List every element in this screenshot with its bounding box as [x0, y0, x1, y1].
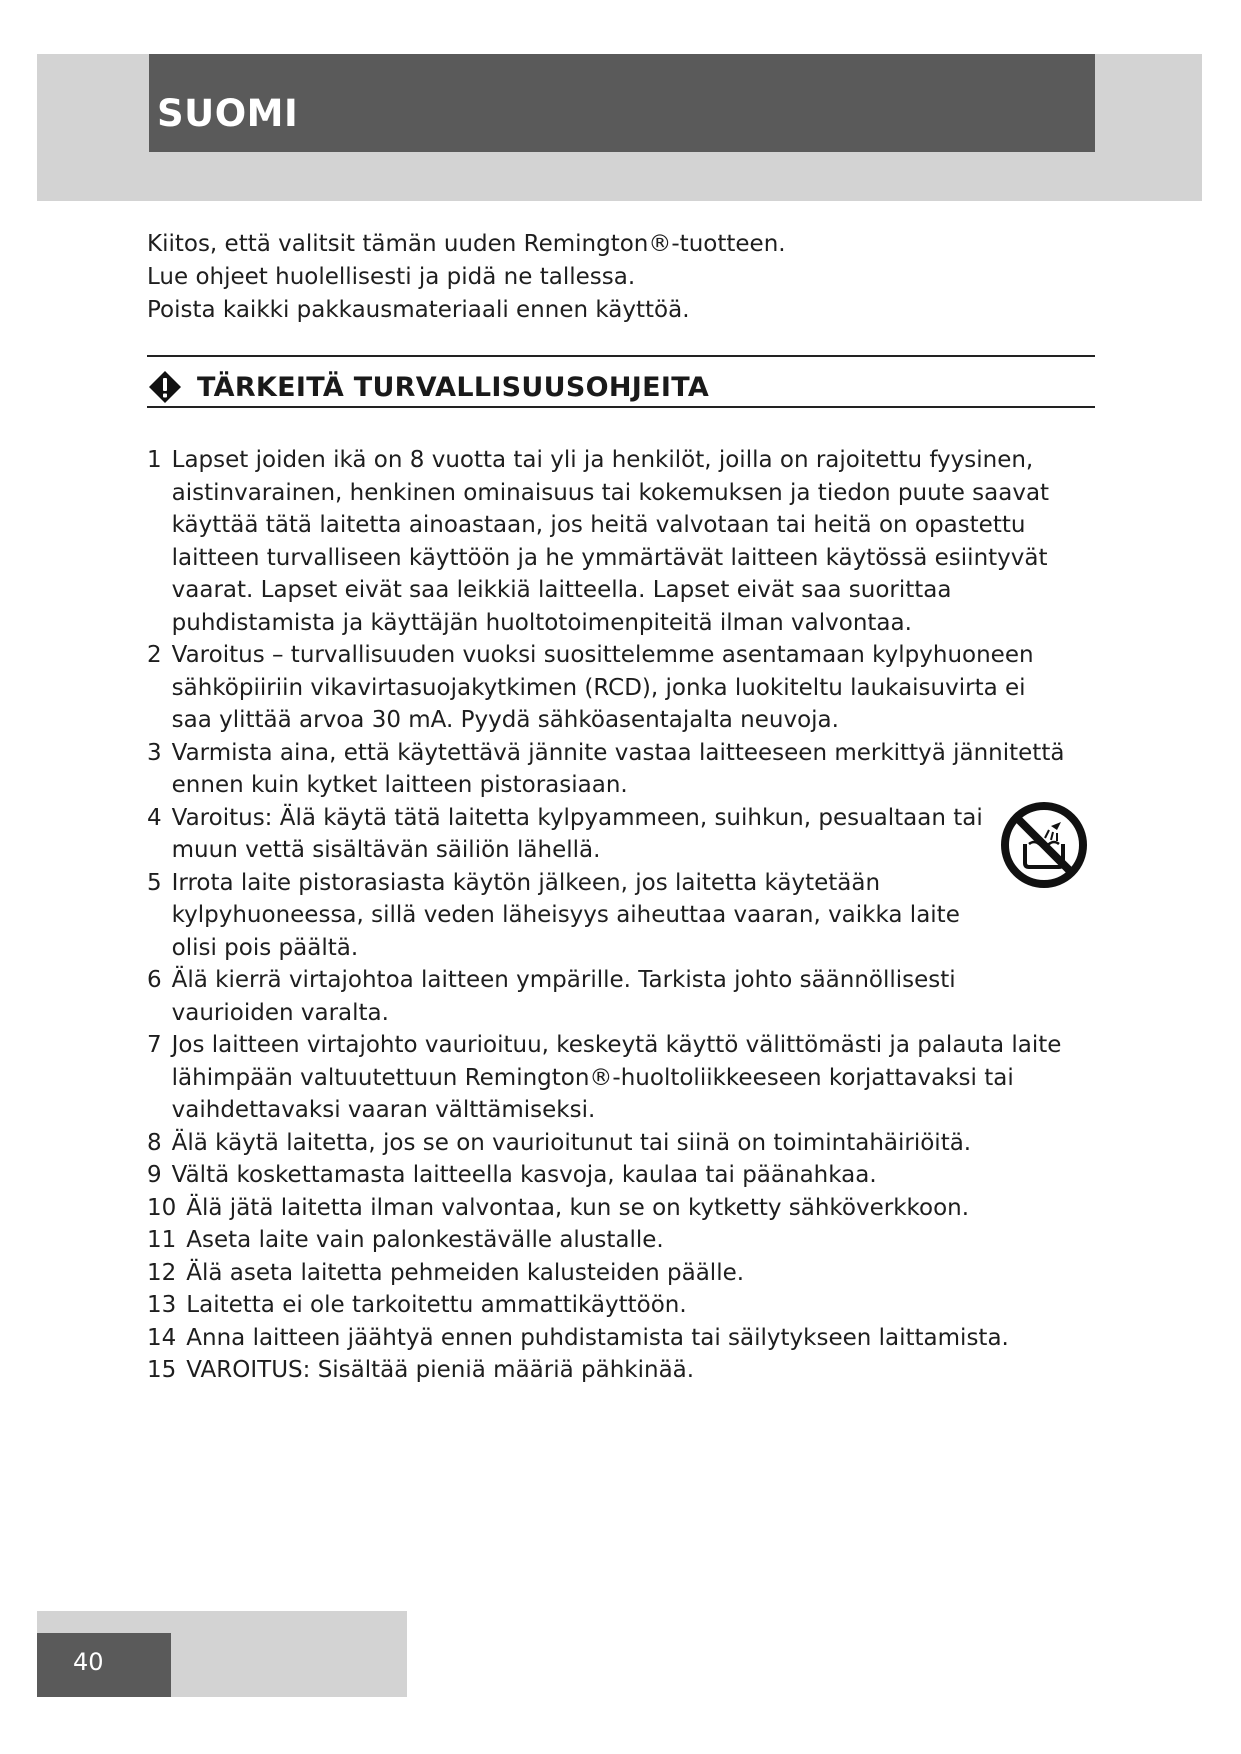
warning-icon — [147, 369, 183, 405]
list-item: 1 Lapset joiden ikä on 8 vuotta tai yli ja henkilöt, joilla on rajoitettu fyysinen, aistinvarainen, henkinen ominaisuus tai kokemuksen ja tiedon puute saavat käyttää tätä laitetta ainoastaan, jos heitä valvotaan tai heitä on opastettu laitteen turvalliseen käyttöön ja he ymmärtävät laitteen käytössä esiintyvät vaarat. Lapset eivät saa leikkiä laitteella. Lapset eivät saa suorittaa puhdistamista ja käyttäjän huoltotoimenpiteitä ilman valvontaa. — [147, 447, 1050, 636]
page-number: 40 — [73, 1648, 104, 1676]
list-item: 12 Älä aseta laitetta pehmeiden kalusteiden päälle. — [147, 1259, 745, 1286]
list-item: 2 Varoitus – turvallisuuden vuoksi suosittelemme asentamaan kylpyhuoneen sähköpiiriin vikavirtasuojakytkimen (RCD), jonka luokiteltu laukaisuvirta ei saa ylittää arvoa 30 mA. Pyydä sähköasentajalta neuvoja. — [147, 642, 1034, 733]
intro-line: Kiitos, että valitsit tämän uuden Remington®-tuotteen. — [147, 231, 786, 257]
list-item: 6 Älä kierrä virtajohtoa laitteen ympärille. Tarkista johto säännöllisesti vaurioiden varalta. — [147, 967, 956, 1026]
intro-text — [147, 228, 1107, 327]
safety-instructions-list — [147, 444, 1067, 1387]
list-item: 3 Varmista aina, että käytettävä jännite vastaa laitteeseen merkittyä jännitettä ennen kuin kytket laitteen pistorasiaan. — [147, 739, 1065, 798]
list-item: 8 Älä käytä laitetta, jos se on vaurioitunut tai siinä on toimintahäiriöitä. — [147, 1129, 972, 1156]
page-title: SUOMI — [157, 92, 299, 135]
page-number-box — [37, 1633, 171, 1697]
no-water-bath-icon — [999, 800, 1089, 890]
intro-line: Poista kaikki pakkausmateriaali ennen käyttöä. — [147, 297, 690, 323]
list-item: 7 Jos laitteen virtajohto vaurioituu, keskeytä käyttö välittömästi ja palauta laite lähimpään valtuutettuun Remington®-huoltoliikkeeseen korjattavaksi tai vaihdettavaksi vaaran välttämiseksi. — [147, 1032, 1062, 1123]
language-title-bar — [149, 54, 1095, 152]
list-item: 15 VAROITUS: Sisältää pieniä määriä pähkinää. — [147, 1357, 695, 1383]
safety-heading-text: TÄRKEITÄ TURVALLISUUSOHJEITA — [197, 371, 710, 403]
list-item: 14 Anna laitteen jäähtyä ennen puhdistamista tai säilytykseen laittamista. — [147, 1324, 1009, 1351]
list-item: 13 Laitetta ei ole tarkoitettu ammattikäyttöön. — [147, 1292, 687, 1318]
intro-line: Lue ohjeet huolellisesti ja pidä ne tallessa. — [147, 264, 636, 290]
list-item: 5 Irrota laite pistorasiasta käytön jälkeen, jos laitetta käytetään kylpyhuoneessa, sillä veden läheisyys aiheuttaa vaaran, vaikka laite olisi pois päältä. — [147, 869, 960, 961]
heading-bottom-rule — [147, 406, 1095, 408]
list-item: 4 Varoitus: Älä käytä tätä laitetta kylpyammeen, suihkun, pesualtaan tai muun vettä sisältävän säiliön lähellä. — [147, 804, 983, 863]
heading-top-rule — [147, 355, 1095, 357]
list-item: 9 Vältä koskettamasta laitteella kasvoja, kaulaa tai päänahkaa. — [147, 1162, 877, 1188]
safety-heading — [147, 366, 709, 408]
list-item: 10 Älä jätä laitetta ilman valvontaa, kun se on kytketty sähköverkkoon. — [147, 1194, 970, 1221]
list-item: 11 Aseta laite vain palonkestävälle alustalle. — [147, 1227, 664, 1253]
